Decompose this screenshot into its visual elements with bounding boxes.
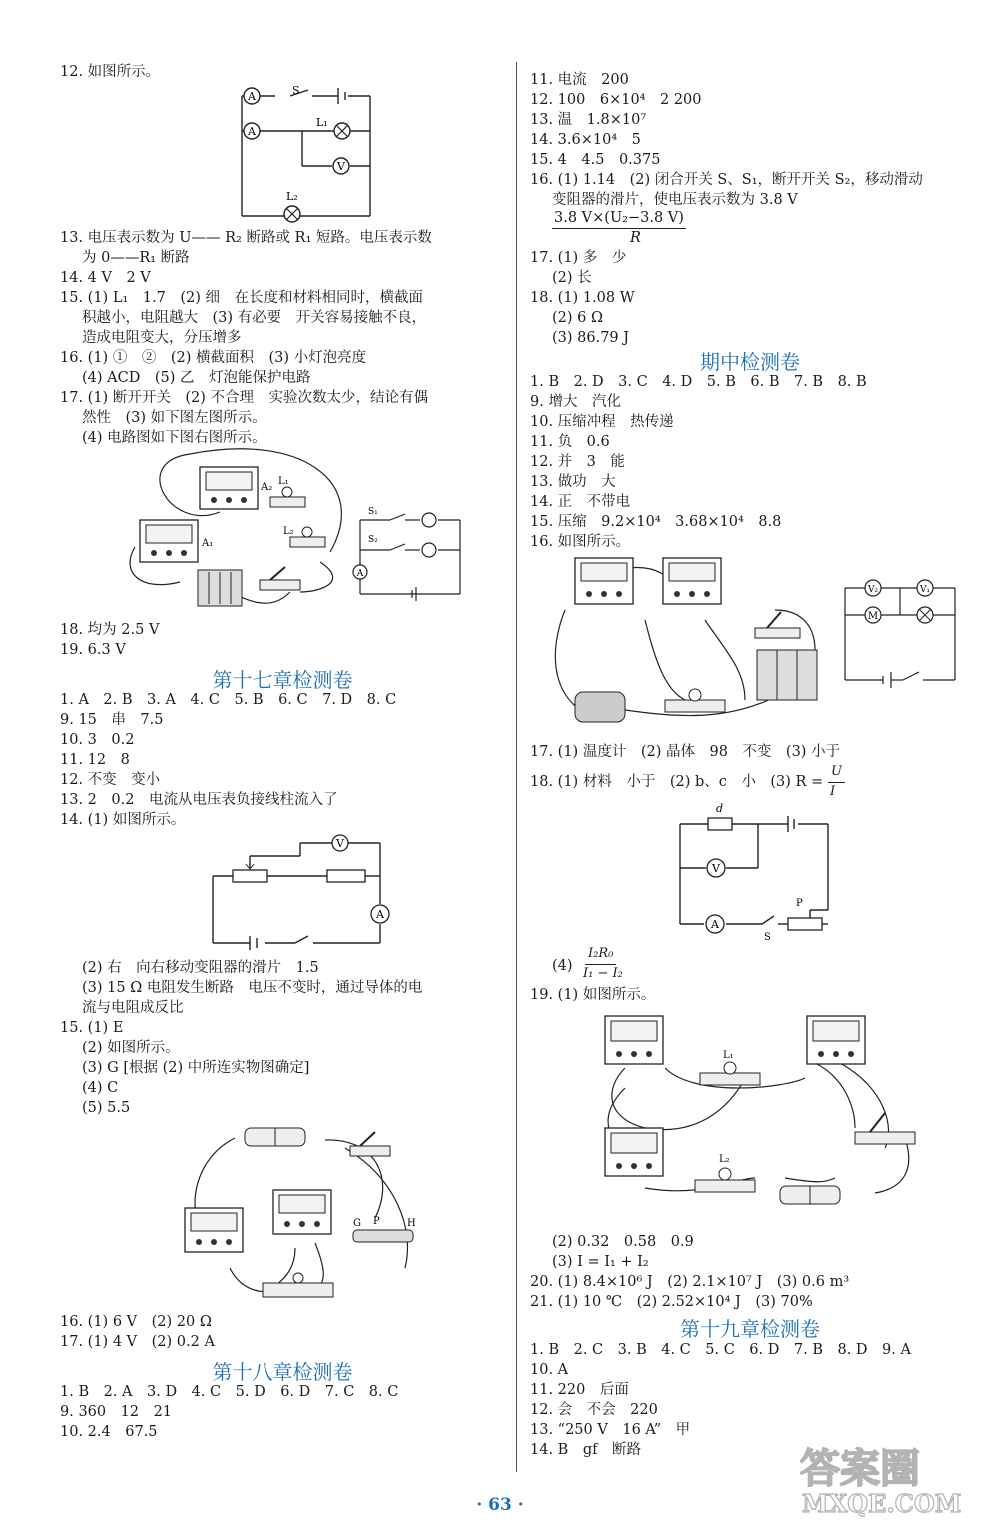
ammeter-a1 <box>140 520 198 562</box>
a2-label: A₂ <box>261 482 273 493</box>
answer-line: 14. 正 不带电 <box>530 494 631 510</box>
answer-line: (4) C <box>82 1080 119 1096</box>
switch-label: S <box>292 86 300 97</box>
section-title-ch19: 第十九章检测卷 <box>680 1317 820 1341</box>
answer-line: 18. 均为 2.5 V <box>60 622 160 638</box>
watermark-logo <box>792 1438 982 1522</box>
answer-line: 10. A <box>530 1362 569 1378</box>
midterm-switch-icon <box>755 628 800 638</box>
section-title-ch18: 第十八章检测卷 <box>212 1360 353 1384</box>
answer-line: 14. B gf 断路 <box>530 1442 641 1458</box>
v1-label: V₁ <box>919 585 931 595</box>
switch-icon <box>260 580 300 590</box>
answer-line: 12. 如图所示。 <box>60 64 161 80</box>
answer-line: 12. 会 不会 220 <box>530 1402 658 1418</box>
answer-line: 13. 电压表示数为 U—— R₂ 断路或 R₁ 短路。电压表示数 <box>60 230 432 246</box>
answer-line: 1. B 2. A 3. D 4. C 5. D 6. D 7. C 8. C <box>60 1384 399 1400</box>
p-label: P <box>373 1216 380 1227</box>
answer-line: 10. 3 0.2 <box>60 732 135 748</box>
h-label: H <box>407 1218 416 1229</box>
q19-l2-label: L₂ <box>719 1154 730 1165</box>
answer-line: (3) 86.79 J <box>552 330 630 346</box>
lamp-l1-label: L₁ <box>316 116 328 129</box>
q18-denominator: I <box>830 784 836 799</box>
ammeter-a-q19 <box>605 1016 663 1064</box>
answer-line: 11. 负 0.6 <box>530 434 610 450</box>
answer-line: 13. “250 V 16 A” 甲 <box>530 1422 691 1438</box>
answer-line: 19. 6.3 V <box>60 642 126 658</box>
answer-line: 为 0——R₁ 断路 <box>82 250 190 266</box>
ammeter-label: A <box>248 90 256 103</box>
answer-line: 19. (1) 如图所示。 <box>530 987 656 1003</box>
answer-line: 造成电阻变大，分压增多 <box>82 330 242 346</box>
answer-line: (2) 0.32 0.58 0.9 <box>552 1234 694 1250</box>
circuit-diagram-q14 <box>205 828 395 953</box>
section-title-ch17: 第十七章检测卷 <box>212 668 353 692</box>
d-label: d <box>716 802 724 815</box>
answer-line: (2) 长 <box>552 270 592 286</box>
answer-line: 1. A 2. B 3. A 4. C 5. B 6. C 7. D 8. C <box>60 692 397 708</box>
answer-line: 14. 3.6×10⁴ 5 <box>530 132 641 148</box>
q19-switch-icon <box>855 1132 915 1144</box>
answer-line: (3) 15 Ω 电阻发生断路 电压不变时，通过导体的电 <box>82 980 423 996</box>
voltmeter-v2-real <box>663 558 721 604</box>
answer-line: 13. 2 0.2 电流从电压表负接线柱流入了 <box>60 792 338 808</box>
v2-label: V₂ <box>867 585 879 595</box>
answer-line: 10. 2.4 67.5 <box>60 1424 158 1440</box>
answer-line: (3) G [根据 (2) 中所连实物图确定] <box>82 1060 310 1076</box>
q16-numerator: 3.8 V×(U₂−3.8 V) <box>552 208 686 229</box>
midterm-battery-icon <box>757 650 817 700</box>
answer-line: (5) 5.5 <box>82 1100 131 1116</box>
answer-line: 12. 不变 变小 <box>60 772 161 788</box>
q16-denominator: R <box>630 230 641 246</box>
page-number: · 63 · <box>476 1495 524 1515</box>
midterm-lamp-icon <box>665 700 725 712</box>
answer-line: 15. 压缩 9.2×10⁴ 3.68×10⁴ 8.8 <box>530 514 782 530</box>
answer-line: 15. (1) L₁ 1.7 (2) 细 在长度和材料相同时，横截面 <box>60 290 423 306</box>
answer-line: 20. (1) 8.4×10⁶ J (2) 2.1×10⁷ J (3) 0.6 m³ <box>530 1274 850 1290</box>
answer-line: (4) 电路图如下图右图所示。 <box>82 430 267 446</box>
answer-line: 9. 15 串 7.5 <box>60 712 164 728</box>
ammeter-a1-q19 <box>807 1016 865 1064</box>
answer-line: 15. (1) E <box>60 1020 124 1036</box>
q15-switch-icon <box>350 1146 390 1156</box>
answer-line: 17. (1) 多 少 <box>530 250 627 266</box>
motor-label: M <box>867 611 879 622</box>
ammeter-a2-q19 <box>605 1128 663 1176</box>
answer-line: 16. 如图所示。 <box>530 534 631 550</box>
q15-lamp-icon <box>263 1283 333 1297</box>
answer-line: 12. 100 6×10⁴ 2 200 <box>530 92 702 108</box>
answer-line: 流与电阻成反比 <box>82 1000 184 1016</box>
answer-line: 17. (1) 4 V (2) 0.2 A <box>60 1334 215 1350</box>
answer-line: 11. 220 后面 <box>530 1382 629 1398</box>
answer-line: 17. (1) 温度计 (2) 晶体 98 不变 (3) 小于 <box>530 744 841 760</box>
answer-line: 13. 做功 大 <box>530 474 616 490</box>
answer-line: (2) 6 Ω <box>552 310 604 326</box>
q18-ammeter-label: A <box>711 918 719 931</box>
answer-line: 然性 (3) 如下图左图所示。 <box>82 410 267 426</box>
ammeter-label-2: A <box>248 125 256 138</box>
rheostat-icon <box>353 1230 413 1242</box>
motor-icon <box>575 692 625 722</box>
answer-line: (2) 如图所示。 <box>82 1040 180 1056</box>
answer-line: 14. 4 V 2 V <box>60 270 151 286</box>
q19-l1-label: L₁ <box>723 1050 734 1061</box>
q17-l2-label: L₂ <box>283 526 294 537</box>
answer-line: (3) I = I₁ + I₂ <box>552 1254 649 1270</box>
answer-line: (2) 右 向右移动变阻器的滑片 1.5 <box>82 960 319 976</box>
answer-line: 变阻器的滑片，使电压表示数为 3.8 V <box>552 192 798 208</box>
answer-line: 16. (1) ① ② (2) 横截面积 (3) 小灯泡亮度 <box>60 350 367 366</box>
s2-label: S₂ <box>368 535 378 545</box>
circuit-figure-midterm-q16 <box>545 550 965 735</box>
q19-lamp-l2-icon <box>695 1180 755 1192</box>
answer-line: 11. 12 8 <box>60 752 130 768</box>
q18-4-denominator: I₁ − I₂ <box>583 966 623 981</box>
circuit-figure-q15 <box>175 1118 425 1308</box>
answer-line: 17. (1) 断开开关 (2) 不合理 实验次数太少，结论有偶 <box>60 390 428 406</box>
answer-line: 积越小，电阻越大 (3) 有必要 开关容易接触不良， <box>82 310 427 326</box>
q18-4-numerator: I₂R₀ <box>585 944 616 965</box>
q18-voltmeter-label: V <box>712 862 720 875</box>
voltmeter-label: V <box>337 160 345 173</box>
circuit-figure-q19 <box>585 1008 925 1230</box>
q17-l1-label: L₁ <box>278 476 289 487</box>
answer-line: (4) ACD (5) 乙 灯泡能保护电路 <box>82 370 311 386</box>
answer-line: 11. 电流 200 <box>530 72 629 88</box>
answer-line: 16. (1) 6 V (2) 20 Ω <box>60 1314 212 1330</box>
circuit-figure-q17 <box>120 442 480 618</box>
svg-text:答案圈: 答案圈 <box>800 1445 920 1492</box>
circuit-diagram-q18 <box>670 802 850 942</box>
q18-numerator: U <box>828 762 845 783</box>
column-divider <box>516 62 517 1472</box>
q19-lamp-l1-icon <box>700 1073 760 1085</box>
q18-4-prefix: (4) <box>552 958 573 974</box>
svg-text:MXQE.COM: MXQE.COM <box>802 1489 962 1518</box>
answer-line: 15. 4 4.5 0.375 <box>530 152 661 168</box>
answer-line: 9. 360 12 21 <box>60 1404 173 1420</box>
answer-line: 21. (1) 10 ℃ (2) 2.52×10⁴ J (3) 70% <box>530 1294 813 1310</box>
circuit-diagram-q12 <box>230 86 380 226</box>
answer-line: 10. 压缩冲程 热传递 <box>530 414 674 430</box>
answer-line: 16. (1) 1.14 (2) 闭合开关 S、S₁，断开开关 S₂，移动滑动 <box>530 172 923 188</box>
ammeter-a2 <box>200 467 258 509</box>
g-label: G <box>353 1218 361 1229</box>
lamp-l2-label: L₂ <box>286 190 298 203</box>
answer-line: 18. (1) 材料 小于 (2) b、c 小 (3) R = <box>530 774 824 790</box>
a1-label: A₁ <box>202 538 214 549</box>
q14-voltmeter-label: V <box>336 837 344 850</box>
answer-line: 1. B 2. C 3. B 4. C 5. C 6. D 7. B 8. D 9. A <box>530 1342 911 1358</box>
answer-line: 1. B 2. D 3. C 4. D 5. B 6. B 7. B 8. B <box>530 374 867 390</box>
q17-ammeter-label: A <box>356 569 364 579</box>
answer-line: 14. (1) 如图所示。 <box>60 812 186 828</box>
answer-line: 18. (1) 1.08 W <box>530 290 635 306</box>
q18-s-label: S <box>764 932 771 942</box>
answer-line: 12. 并 3 能 <box>530 454 625 470</box>
answer-line: 13. 温 1.8×10⁷ <box>530 112 647 128</box>
q14-ammeter-label: A <box>376 908 384 921</box>
s1-label: S₁ <box>368 507 378 517</box>
voltmeter-v1-real <box>575 558 633 604</box>
section-title-midterm: 期中检测卷 <box>700 350 800 374</box>
answer-line: 9. 增大 汽化 <box>530 394 621 410</box>
q18-p-label: P <box>796 898 803 909</box>
